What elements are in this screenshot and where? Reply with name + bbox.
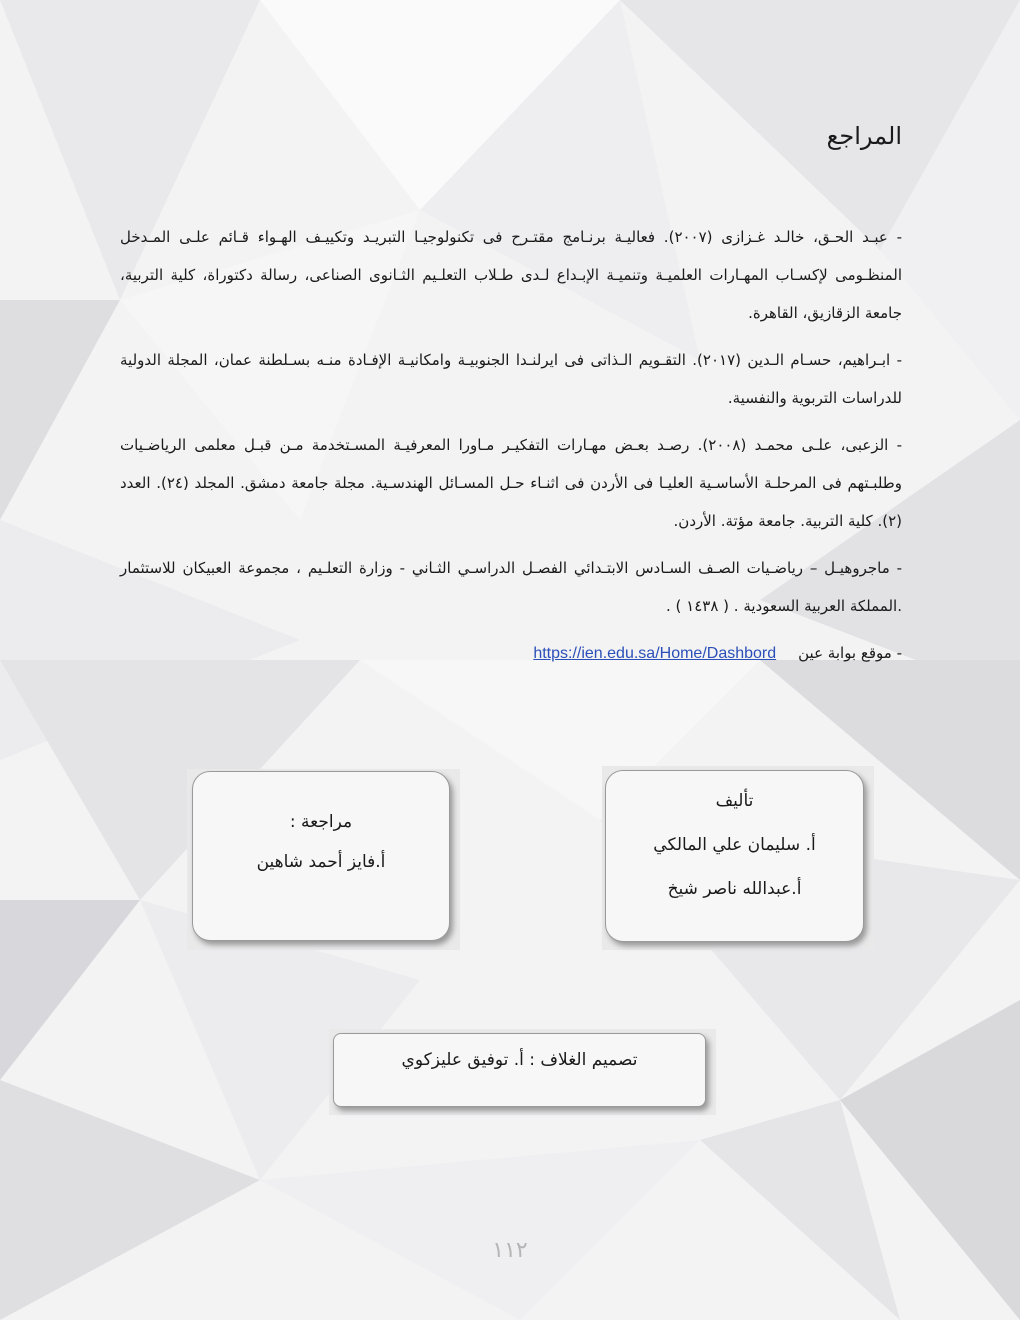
reference-item: - الزعبى، علـى محمـد (٢٠٠٨). رصـد بعـض مهـارات التفكيـر مـاورا المعرفيـة المسـتخدمة مـن قبـل معلمى الرياضـيات وطلبـتهم فى المرحلـة الأساسـية العليـا فى الأردن فى اثنـاء حـل المسـائل الهندسـية. مجلة جامعة دمشق. المجلد (٢٤). العدد (٢). كلية التربية. جامعة مؤتة. الأردن. [120,436,902,530]
author-name: أ. سليمان علي المالكي [653,835,816,855]
references-list [120,218,902,673]
website-reference [120,634,902,673]
authors-card [605,770,864,942]
page-title: المراجع [826,122,902,150]
author-name: أ.عبدالله ناصر شيخ [667,879,802,899]
review-title: مراجعة : [289,812,353,832]
website-link[interactable]: https://ien.edu.sa/Home/Dashbord [533,645,777,662]
reviewer-name: أ.فايز أحمد شاهين [256,852,386,872]
reference-item: - ماجروهيـل – رياضـيات الصـف السـادس الابتـدائي الفصـل الدراسـي الثـاني - وزارة التعلـيم ، مجموعة العبيكان للاستثمار .المملكة العربية السعودية . ( ١٤٣٨ ) . [120,559,902,615]
cover-design-credit: تصميم الغلاف : أ. توفيق عليزكوي [401,1050,638,1070]
review-card [192,771,450,941]
cover-design-card [333,1033,706,1107]
reference-item: - عبـد الحـق، خالـد غـزازى (٢٠٠٧). فعاليـة برنـامج مقتـرح فى تكنولوجيـا التبريـد وتكييـف الهـواء قـائم علـى المـدخل المنظـومى لإكسـاب المهـارات العلميـة وتنميـة الإبـداع لـدى طـلاب التعلـيم الثـانوى الصناعى، رسالة دكتوراة، كلية التربية، جامعة الزقازيق، القاهرة. [120,228,903,322]
page-number: ١١٢ [492,1238,528,1263]
reference-item: - ابـراهيم، حسـام الـدين (٢٠١٧). التقـويم الـذاتى فى ايرلنـدا الجنوبيـة وامكانيـة الإفـادة منـه بسـلطنة عمان، المجلة الدولية للدراسات التربوية والنفسية. [120,351,902,407]
website-reference-label: - موقع بوابة عين [798,644,902,662]
authors-title: تأليف [715,791,754,811]
